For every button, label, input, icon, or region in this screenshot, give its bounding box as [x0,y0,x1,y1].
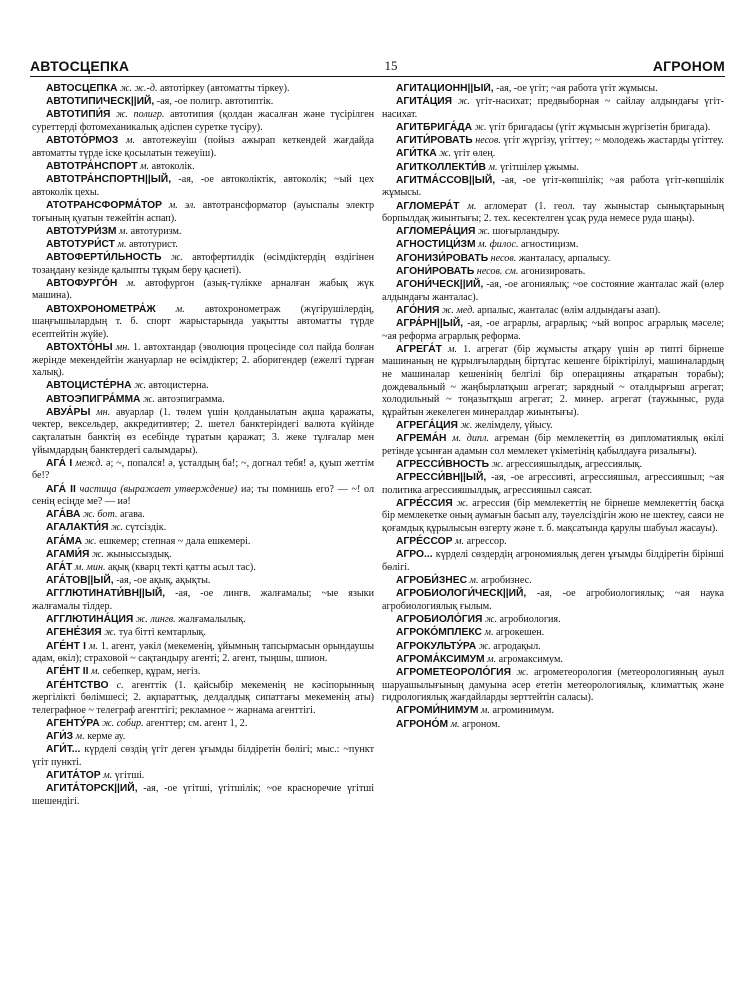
dictionary-entry [32,161,374,174]
entry-definition: -ая, -ое агониялық; ~ое состояние жанталас жай (өлер алдындағы жанталас). [382,279,724,303]
entry-definition: автоцистерна. [148,380,209,392]
dictionary-entry [382,318,724,343]
entry-headword: АГА́МА [46,535,83,547]
entry-headword: АГА́ВА [46,509,81,521]
entry-definition: жалғамалылық. [178,614,246,626]
dictionary-entry [32,252,374,277]
entry-headword: АГИТА́ТОРСК||ИЙ, [46,783,138,795]
entry-headword: АГИТБРИГА́ДА [396,121,473,133]
entry-definition: агробизнес. [481,575,532,587]
entry-grammar: м. [117,238,127,250]
entry-grammar: ж. [478,640,491,652]
entry-grammar: м. [469,575,479,587]
entry-definition: үгіт жүргізу, үгіттеу; ~ молодежь жастарды үгіттеу. [503,135,724,147]
entry-headword: АГИТИ́РОВАТЬ [396,135,473,147]
entry-definition: автотипия (қолдан жасалған және түсірілген суреттерді фотомеханикалық әдіспен суретке түсіру). [32,109,374,133]
dictionary-entry [32,744,374,769]
entry-headword: АГИ́З [46,731,74,743]
entry-grammar: ж. [143,393,155,405]
entry-definition: 1. агент, уәкіл (мекеменің, ұйымның тапсырмасын орындаушы адам, өкіл); страховой ~ сақтандыру агенті; 2. агент, тыңшы, шпион. [32,640,374,665]
entry-headword: АГРОКУЛЬТУ́РА [396,640,477,652]
entry-definition: автотрансформатор (ауыспалы электр тоғының қуатын тежейтін аспап). [32,199,374,224]
entry-definition: себепкер, құрам, негіз. [102,666,201,678]
entry-definition: агромаксимум. [498,653,563,665]
dictionary-entry [382,627,724,640]
entry-grammar: межд. [75,457,103,469]
entry-headword: АГИТМА́ССОВ||ЫЙ, [396,174,496,186]
entry-definition: керме ау. [87,731,126,743]
entry-definition: автоэпиграмма. [157,393,225,405]
entry-headword: АГОНИЗИ́РОВАТЬ [396,252,489,264]
dictionary-entry [32,304,374,342]
entry-definition: күрделі сөздің үгіт деген ұғымды білдіретін бөлігі; мыс.: ~пункт үгіт пункті. [32,744,374,768]
entry-grammar: ж. [457,96,470,108]
dictionary-entry [382,122,724,135]
dictionary-entry [32,109,374,134]
entry-grammar: мн. [115,342,130,353]
entry-grammar: м. [450,718,460,730]
dictionary-entry [382,641,724,654]
entry-headword: АВТОЦИСТЕ́РНА [46,380,132,392]
entry-headword: АГРЕ́ССОР [396,536,453,548]
dictionary-entry [382,226,724,239]
entry-definition: -ая, -ое ақық, ақықты. [116,575,211,587]
entry-grammar: м. [126,135,135,147]
entry-headword: АВТОТРА́НСПОРТ [46,160,138,172]
dictionary-entry [32,509,374,522]
entry-grammar: м. [455,536,465,548]
entry-headword: АГРОКО́МПЛЕКС [396,627,482,639]
entry-definition: үгіт бригадасы (үгіт жұмысын жүргізетін бригада). [489,121,711,133]
dictionary-entry [382,83,724,96]
entry-headword: АГИ́ТКА [396,148,437,160]
entry-definition: үгіт-насихат; предвыборная ~ сайлау алдындағы үгіт-насихат. [382,96,724,120]
entry-headword: АГЛОМЕРА́ЦИЯ [396,226,476,238]
entry-grammar: ж. [84,535,97,547]
dictionary-entry [32,588,374,613]
dictionary-entry [382,266,724,279]
entry-grammar: ж. [491,458,504,470]
entry-headword: АГЕ́НТ I [46,640,86,652]
page-number: 15 [384,58,398,73]
entry-definition: иә; ты помнишь его? — ~! ол сенің есіңде ме? — иә! [32,483,374,508]
left-column [32,83,374,988]
entry-grammar: м. [75,731,85,743]
dictionary-entry [32,458,374,483]
entry-headword: АГРЕГА́Т [396,343,442,355]
dictionary-entry [32,484,374,509]
entry-definition: агроном. [462,718,501,730]
entry-headword: АВУА́РЫ [46,406,91,418]
entry-grammar: м. [484,627,494,639]
dictionary-entry [382,162,724,175]
entry-grammar: ж. [477,226,490,238]
dictionary-entry [32,627,374,640]
running-head-left: АВТОСЦЕПКА [30,58,130,74]
entry-grammar: ж. [91,548,104,560]
entry-grammar: ж. [516,666,529,678]
entry-grammar: ж. [111,522,123,534]
entry-headword: АГОНИ́ЧЕСК||ИЙ, [396,279,484,291]
dictionary-entry [382,420,724,433]
dictionary-entry [32,226,374,239]
entry-grammar: ж. [170,252,183,264]
entry-definition: агрессор. [466,536,507,548]
entry-headword: АГРОБИОЛОГИ́ЧЕСК||ИЙ, [396,588,527,600]
entry-definition: авуарлар (1. төлем үшін қолданылатын ақша қаражаты, чектер, вексельдер, аккредитивтер; 2. шетел банктеріндегі валюта күйінде сақталатын банктің өз есебінде тұратын қаражат; 3. жеке тұлғалар мен үйымдардың банктердегі салымдары). [32,406,374,456]
entry-headword: АГРА́РН||ЫЙ, [396,318,464,329]
dictionary-entry [32,641,374,666]
entry-grammar: ж. [104,627,117,639]
dictionary-entry [32,575,374,588]
entry-headword: АГРОНО́М [396,718,449,730]
dictionary-entry [32,174,374,199]
running-head-right: АГРОНОМ [652,58,725,74]
entry-grammar: м. эл. [168,199,196,211]
entry-definition: үгіт өлең. [453,148,496,160]
dictionary-entry [32,278,374,303]
dictionary-entry [32,549,374,562]
entry-definition: агродақыл. [493,640,541,652]
entry-headword: АГО́НИЯ [396,304,440,316]
entry-headword: АГРЕ́ССИЯ [396,497,453,509]
entry-headword: АГГЛЮТИНАТИ́ВН||ЫЙ, [46,588,166,600]
page-header [30,54,725,74]
entry-headword: АВТОТУРИ́СТ [46,238,115,250]
dictionary-entry [382,667,724,705]
entry-grammar: частица (выражает утверждение) [79,483,238,495]
entry-grammar: м. [488,161,498,173]
dictionary-entry [382,614,724,627]
entry-headword: АГРО... [396,549,433,561]
dictionary-entry [32,614,374,627]
entry-definition: автотіркеу (автоматты тіркеу). [160,83,290,94]
dictionary-entry [32,536,374,549]
entry-definition: автоколік. [151,160,195,172]
dictionary-entry [382,175,724,200]
entry-definition: агреман (бір мемлекеттің өз дипломатиялық өкілі ретінде ұсынған адамын сол мемлекет үкіметінің қабылдауға ризалығы). [382,433,724,457]
entry-grammar: м. мин. [74,562,106,574]
entry-grammar: несов. см. [476,265,519,277]
entry-headword: АВТОФУРГО́Н [46,277,118,289]
entry-definition: автотурист. [129,238,178,250]
dictionary-entry [382,575,724,588]
entry-headword: АГРОБИОЛО́ГИЯ [396,614,483,626]
entry-grammar: мн. [96,406,111,418]
entry-grammar: ж. бот. [82,509,118,521]
dictionary-entry [32,680,374,718]
entry-headword: АВТОХРОНОМЕТРА́Ж [46,303,156,315]
dictionary-entry [382,549,724,574]
entry-definition: желімделу, үйысу. [474,419,553,431]
entry-definition: -ая, -ое автоколіктік, автоколік; ~ый цех автоколік цехы. [32,174,374,198]
dictionary-entry [32,239,374,252]
dictionary-entry [32,342,374,380]
entry-grammar: ж. мед. [441,304,475,316]
entry-headword: АГА́ТОВ||ЫЙ, [46,575,114,587]
entry-definition: үгітші. [114,770,145,782]
entry-grammar: м. [448,343,457,355]
entry-definition: -ая, -ое лингв. жалғамалы; ~ые языки жалғамалы тілдер. [32,588,374,612]
entry-definition: сүтсіздік. [125,522,167,534]
entry-headword: АГАМИ́Я [46,548,90,560]
dictionary-entry [382,239,724,252]
entry-definition: -ая, -ое полигр. автотиптік. [156,96,274,108]
entry-headword: АГИ́Т... [46,744,81,756]
dictionary-entry [382,305,724,318]
entry-headword: АГИТА́ЦИЯ [396,96,453,108]
dictionary-entry [32,666,374,679]
dictionary-entry [382,148,724,161]
entry-grammar: м. [90,666,100,678]
dictionary-entry [382,536,724,549]
entry-grammar: ж. [439,148,452,160]
entry-grammar: несов. [490,252,517,264]
dictionary-entry [382,654,724,667]
entry-headword: АГИТКОЛЛЕКТИ́В [396,161,486,173]
entry-definition: агава. [119,509,145,521]
entry-definition: автотежеуіш (пойыз ажырап кеткендей жағдайда автоматты түрде іске қосылатын тежеуіш). [32,135,374,159]
header-rule [30,76,725,77]
entry-definition: үгітшілер ұжымы. [500,161,579,173]
entry-definition: 1. агрегат (бір жұмысты атқару үшін әр типті бірнеше машинаның не құрылғылардың біртұтас кешенге біріктірілуі, машиналардың не машиналар кешенінің белгілі бір операцияны атқаратын торабы); дождевальный ~ жаңбырлатқыш агрегат; зарядный ~ оталдырғыш агрегат; холодильный ~ тоңазытқыш агрегат; 2. минер. агрегат (таужыныс, руда құрайтын жекелеген минералдар жиынтығы). [382,343,724,418]
entry-definition: агенттер; см. агент 1, 2. [146,717,248,729]
entry-definition: агрессия (бір мемлекеттің не бірнеше мемлекеттің басқа бір мемлекетке оның аумағын басып алу, тәуелсіздігін жою не шектеу, саяси не қоғамдық құрылысын өзгерту және т. б. мақсатында қарулы шабуыл жасауы). [382,497,724,535]
entry-definition: агроминимум. [492,705,554,717]
entry-definition: агрессияшылдық, агрессиялық. [506,458,642,470]
entry-definition: агробиология. [499,614,561,626]
entry-definition: агрометеорология (метеорологияның ауыл шаруашылығының дамуына әсер ететін метеорологиялық, климаттық және гидрологиялық жағдайларды зерттейтін саласы). [382,666,724,704]
entry-grammar: м. филос. [478,239,519,251]
entry-definition: автохронометраж (жүгірушілердің, шаңғышылардың т. б. спорт жарыстарында уақытты автоматты түрде есептейтін жүйе). [32,303,374,340]
entry-grammar: ж. лингв. [135,614,176,626]
entry-headword: АГРЕМА́Н [396,433,447,445]
dictionary-entry [32,83,374,96]
dictionary-entry [382,201,724,226]
dictionary-entry [32,731,374,744]
dictionary-entry [32,562,374,575]
entry-grammar: с. [116,679,124,691]
entry-headword: АГРОБИ́ЗНЕС [396,575,468,587]
entry-headword: АГРОМИ́НИМУМ [396,705,479,717]
entry-definition: автотуризм. [130,225,182,237]
entry-grammar: несов. [475,135,501,147]
entry-definition: агностицизм. [521,239,579,251]
entry-grammar: м. [140,160,150,172]
dictionary-entry [32,380,374,393]
entry-headword: АГОНИ́РОВАТЬ [396,265,475,277]
entry-headword: АГЛОМЕРА́Т [396,200,460,212]
entry-grammar: м. дипл. [452,433,489,445]
dictionary-entry [382,279,724,304]
entry-headword: АВТОЭПИГРА́ММА [46,393,141,405]
entry-headword: АГА́Т [46,562,73,574]
entry-definition: агенттік (1. қайсыбір мекеменің не кәсіпорынның жергілікті бөлімшесі; 2. ақпараттық, делдалдық сипаттағы мекеменің аты) телеграфное ~ телеграф агенттігі; рекламное ~ жарнама агенттігі. [32,679,374,716]
dictionary-entry [382,253,724,266]
entry-grammar: ж. полигр. [116,109,165,121]
entry-grammar: м. [175,303,185,315]
entry-headword: АГРОМА́КСИМУМ [396,653,485,665]
dictionary-entry [382,459,724,472]
entry-headword: АГИТА́ТОР [46,770,101,782]
dictionary-entry [382,719,724,732]
entry-grammar: ж. [484,614,497,626]
dictionary-entry [382,472,724,497]
entry-headword: АГАЛАКТИ́Я [46,522,109,534]
entry-grammar: м. [487,653,497,665]
dictionary-entry [32,718,374,731]
dictionary-entry [382,588,724,613]
entry-definition: ә; ~, попался! ә, ұсталдың ба!; ~, догнал тебя! ә, қуып жеттім бе!? [32,457,374,482]
entry-headword: АВТОТИПИ́Я [46,109,111,121]
entry-definition: -ая, -ое үгітші, үгітшілік; ~ое красноречие үгітші шешендігі. [32,783,374,807]
entry-definition: туа бітті кемтарлық. [118,627,206,639]
entry-definition: 1. автохтандар (эволюция процесінде сол пайда болған жерінде мекендейтін жануарлар не өсімдіктер; 2. аборигендер (ежелгі тұрған халық). [32,342,374,379]
entry-grammar: м. [119,225,129,237]
entry-headword: АВТОТРА́НСПОРТН||ЫЙ, [46,174,172,186]
dictionary-entry [382,96,724,121]
entry-headword: АГРЕССИ́ВНОСТЬ [396,458,490,470]
entry-headword: АГЕНЕ́ЗИЯ [46,627,102,639]
entry-grammar: ж. [460,419,473,431]
entry-headword: АГЕ́НТ II [46,666,89,678]
dictionary-entry [32,394,374,407]
entry-definition: агломерат (1. геол. тау жыныстар сынықтарының борпылдақ жиынтығы; 2. тех. кесектелген ұсақ руда немесе руда шаңы). [382,200,724,225]
entry-grammar: м. [467,200,477,212]
dictionary-entry [382,705,724,718]
entry-grammar: ж. собир. [102,717,144,729]
entry-headword: АВТОТО́РМОЗ [46,135,119,147]
entry-grammar: м. [103,770,113,782]
entry-grammar: ж. [134,380,147,392]
entry-definition: жыныссыздық. [106,548,172,560]
entry-headword: АВТОТУРИ́ЗМ [46,225,117,237]
dictionary-entry [382,135,724,148]
entry-definition: жанталасу, арпалысу. [518,252,611,264]
entry-definition: автофертилдік (өсімдіктердің өздігінен тозаңдану кезінде қалыпты тұқым беру қасиеті). [32,252,374,276]
dictionary-entry [382,433,724,458]
entry-definition: -ая, -ое аграрлы, аграрлық; ~ый вопрос аграрлық мәселе; ~ая реформа аграрлық реформа. [382,318,724,342]
entry-headword: АГЕНТУ́РА [46,717,100,729]
dictionary-entry [32,770,374,783]
entry-grammar: ж. [474,121,487,133]
entry-grammar: м. [88,640,98,652]
dictionary-entry [32,96,374,109]
right-column [382,83,724,988]
entry-grammar: ж. [456,497,469,509]
entry-definition: -ая, -ое үгіт; ~ая работа үгіт жұмысы. [496,83,658,94]
entry-definition: арпалыс, жанталас (өлім алдындағы азап). [477,304,661,316]
entry-headword: АГА́ II [46,483,76,495]
entry-headword: АГЕ́НТСТВО [46,679,109,691]
entry-definition: агрокешен. [496,627,545,639]
entry-headword: АГРЕССИ́ВН||ЫЙ, [396,472,487,484]
entry-headword: АВТОТИПИЧЕСК||ИЙ, [46,96,155,108]
entry-headword: АВТОФЕРТИ́ЛЬНОСТЬ [46,252,162,264]
entry-definition: -ая, -ое агробиологиялық; ~ая наука агробиологиялық ғылым. [382,588,724,612]
entry-definition: -ая, -ое агрессивті, агрессияшыл, агрессияшыл; ~ая политика агрессияшылдық, агрессияшыл саясат. [382,472,724,496]
entry-headword: АТОТРАНСФОРМА́ТОР [46,199,162,211]
entry-headword: АГРОМЕТЕОРОЛО́ГИЯ [396,666,511,678]
dictionary-entry [382,344,724,420]
entry-definition: агонизировать. [520,265,586,277]
dictionary-entry [32,135,374,160]
entry-grammar: м. [480,705,490,717]
entry-definition: автофургон (азық-түлікке арналған жабық жүк машина). [32,277,374,302]
dictionary-entry [32,200,374,225]
entry-definition: -ая, -ое үгіт-көпшілік; ~ая работа үгіт-көпшілік жұмысы. [382,174,724,199]
entry-headword: АГГЛЮТИНА́ЦИЯ [46,614,134,626]
dictionary-entry [32,783,374,808]
dictionary-entry [32,522,374,535]
entry-definition: шоғырландыру. [492,226,560,238]
entry-grammar: м. [126,277,136,289]
entry-headword: АВТОХТО́НЫ [46,342,113,353]
dictionary-entry [382,498,724,536]
dictionary-entry [32,407,374,457]
entry-headword: АВТОСЦЕ́ПКА [46,83,118,94]
entry-grammar: ж. ж.-д. [120,83,158,94]
entry-headword: АГРЕГА́ЦИЯ [396,419,458,431]
entry-definition: ешкемер; степная ~ дала ешкемері. [99,535,251,547]
entry-headword: АГА́ I [46,457,73,469]
entry-definition: күрделі сөздердің агрономиялық деген ұғымды білдіретін бірінші бөлігі. [382,549,724,574]
entry-definition: ақық (кварц текті қатты асыл тас). [108,562,256,574]
entry-headword: АГНОСТИЦИ́ЗМ [396,239,476,251]
entry-headword: АГИТАЦИО́НН||ЫЙ, [396,83,494,94]
